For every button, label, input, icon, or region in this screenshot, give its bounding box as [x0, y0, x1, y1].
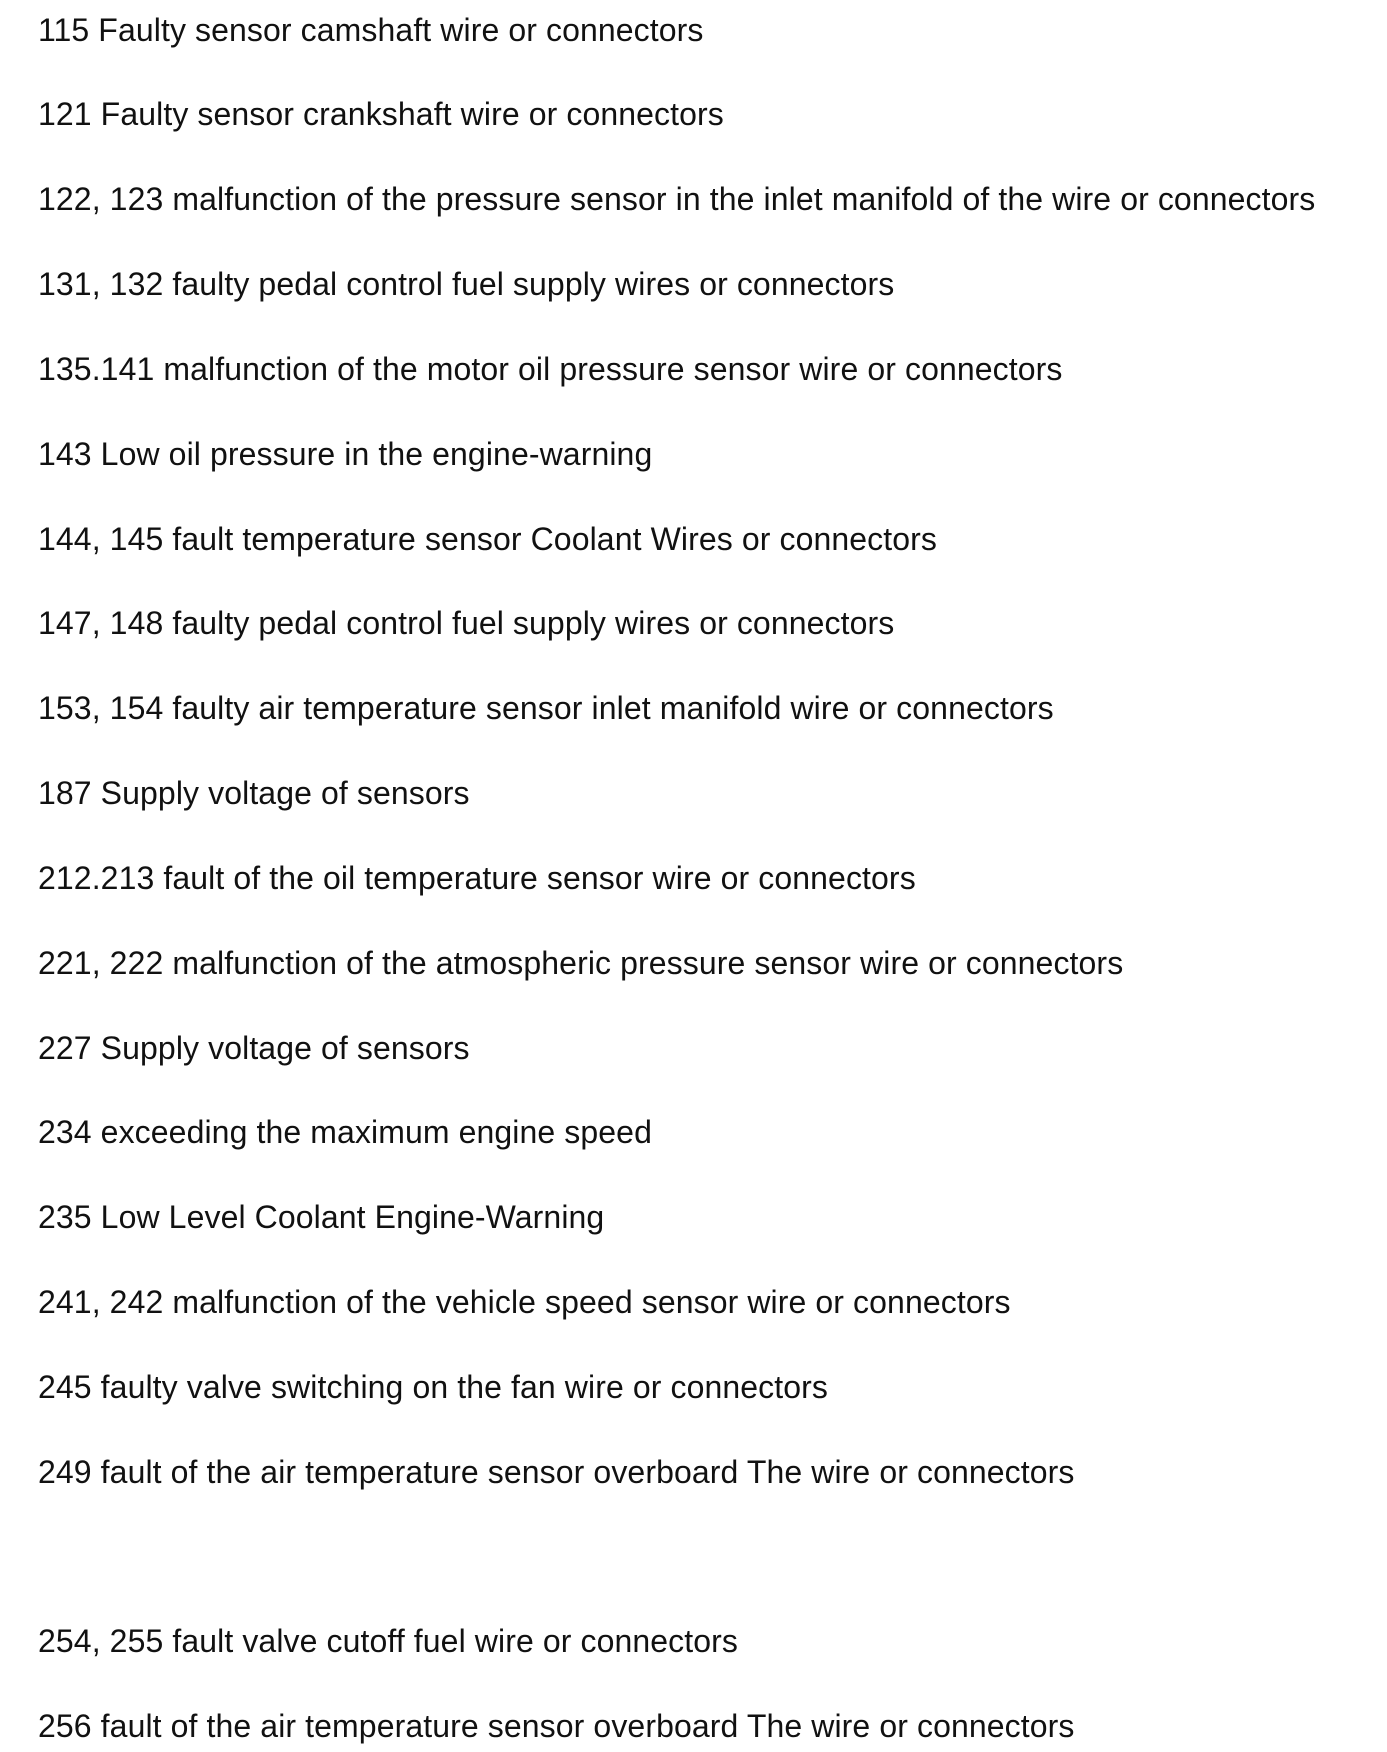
fault-code-line: 153, 154 faulty air temperature sensor inlet manifold wire or connectors — [38, 690, 1054, 726]
fault-code-line: 241, 242 malfunction of the vehicle speed sensor wire or connectors — [38, 1284, 1011, 1320]
fault-code-line: 147, 148 faulty pedal control fuel supply wires or connectors — [38, 605, 895, 641]
fault-code-line: 221, 222 malfunction of the atmospheric pressure sensor wire or connectors — [38, 945, 1124, 981]
fault-code-line: 235 Low Level Coolant Engine-Warning — [38, 1199, 605, 1235]
fault-code-line: 249 fault of the air temperature sensor overboard The wire or connectors — [38, 1454, 1075, 1490]
fault-code-line: 144, 145 fault temperature sensor Coolant Wires or connectors — [38, 521, 938, 557]
fault-code-line: 121 Faulty sensor crankshaft wire or connectors — [38, 96, 724, 132]
fault-code-line: 234 exceeding the maximum engine speed — [38, 1114, 652, 1150]
fault-code-line: 187 Supply voltage of sensors — [38, 775, 470, 811]
fault-code-line: 131, 132 faulty pedal control fuel supply wires or connectors — [38, 266, 895, 302]
fault-code-line: 135.141 malfunction of the motor oil pressure sensor wire or connectors — [38, 351, 1063, 387]
fault-code-line: 122, 123 malfunction of the pressure sensor in the inlet manifold of the wire or connectors — [38, 181, 1316, 217]
fault-code-line: 254, 255 fault valve cutoff fuel wire or connectors — [38, 1623, 739, 1659]
fault-code-line: 115 Faulty sensor camshaft wire or connectors — [38, 12, 704, 48]
fault-code-line: 245 faulty valve switching on the fan wire or connectors — [38, 1369, 829, 1405]
fault-code-line: 212.213 fault of the oil temperature sensor wire or connectors — [38, 860, 916, 896]
fault-code-line: 143 Low oil pressure in the engine-warning — [38, 436, 653, 472]
fault-code-line: 227 Supply voltage of sensors — [38, 1030, 470, 1066]
fault-code-line: 256 fault of the air temperature sensor overboard The wire or connectors — [38, 1708, 1075, 1744]
